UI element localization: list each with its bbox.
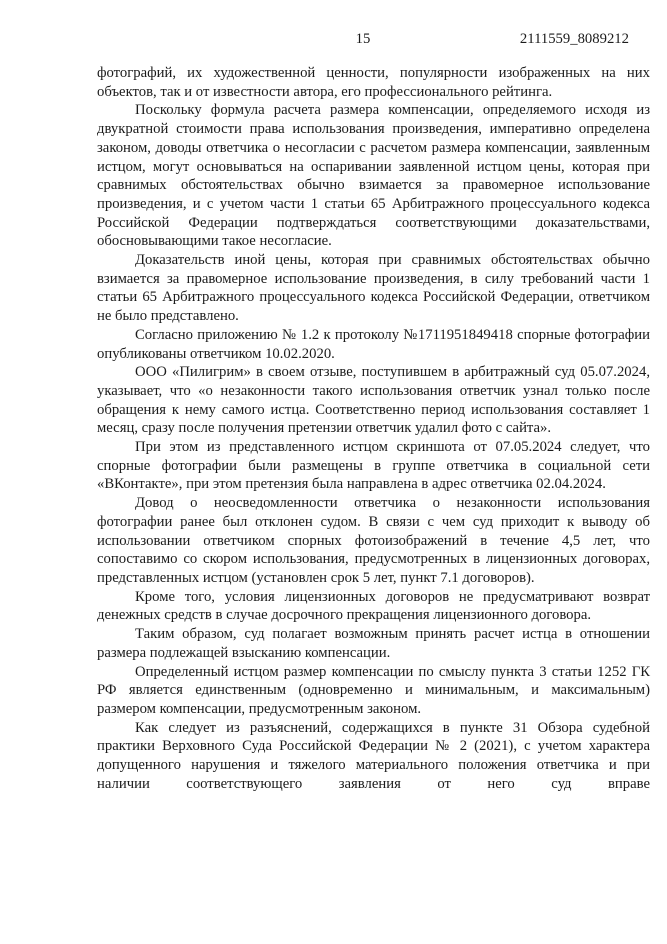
page-number: 15 (355, 31, 371, 47)
document-id: 2111559_8089212 (519, 31, 629, 47)
paragraph: Как следует из разъяснений, содержащихся в пункте 31 Обзора судебной практики Верховного Суда Российской Федерации № 2 (2021), с учетом характера допущенного нарушения и тяжелого материального положения ответчика и при наличии соответствующего заявления от него суд вправе (97, 719, 650, 792)
paragraph: Довод о неосведомленности ответчика о незаконности использования фотографии ранее был отклонен судом. В связи с чем суд приходит к выводу об использовании ответчиком спорных фотоизображений в течение 4,5 лет, что сопоставимо со скором использования, предусмотренных в лицензионных договорах, представленных истцом (установлен срок 5 лет, пункт 7.1 договоров). (97, 495, 650, 586)
paragraph: Определенный истцом размер компенсации по смыслу пункта 3 статьи 1252 ГК РФ является единственным (одновременно и минимальным, и максимальным) размером компенсации, предусмотренным законом. (97, 663, 650, 717)
paragraph: Доказательств иной цены, которая при сравнимых обстоятельствах обычно взимается за правомерное использование произведения, в силу требований части 1 статьи 65 Арбитражного процессуального кодекса Российской Федерации, ответчиком не было представлено. (97, 252, 650, 325)
page-header (97, 30, 629, 49)
paragraph: Согласно приложению № 1.2 к протоколу №1711951849418 спорные фотографии опубликованы ответчиком 10.02.2020. (97, 326, 650, 362)
document-body (97, 64, 650, 793)
paragraph: ООО «Пилигрим» в своем отзыве, поступившем в арбитражный суд 05.07.2024, указывает, что «о незаконности такого использования ответчик узнал только после обращения к нему самого истца. Соответственно период использования составляет 1 месяц, сразу после получения претензии ответчик удалил фото с сайта». (97, 364, 650, 437)
paragraph: При этом из представленного истцом скриншота от 07.05.2024 следует, что спорные фотографии были размещены в группе ответчика в социальной сети «ВКонтакте», при этом претензия была направлена в адрес ответчика 02.04.2024. (97, 439, 650, 493)
paragraph: фотографий, их художественной ценности, популярности изображенных на них объектов, так и от известности автора, его профессионального рейтинга. (97, 65, 650, 100)
paragraph: Кроме того, условия лицензионных договоров не предусматривают возврат денежных средств в случае досрочного прекращения лицензионного договора. (97, 588, 650, 624)
paragraph: Таким образом, суд полагает возможным принять расчет истца в отношении размера подлежащей взысканию компенсации. (97, 626, 650, 661)
paragraph: Поскольку формула расчета размера компенсации, определяемого исходя из двукратной стоимости права использования произведения, императивно определена законом, доводы ответчика о несогласии с расчетом размера компенсации, заявленным истцом, могут основываться на оспаривании заявленной истцом цены, которая при сравнимых обстоятельствах обычно взимается за правомерное использование произведения, и с учетом части 1 статьи 65 Арбитражного процессуального кодекса Российской Федерации подтверждаться соответствующими доказательствами, обосновывающими такое несогласие. (97, 102, 650, 250)
